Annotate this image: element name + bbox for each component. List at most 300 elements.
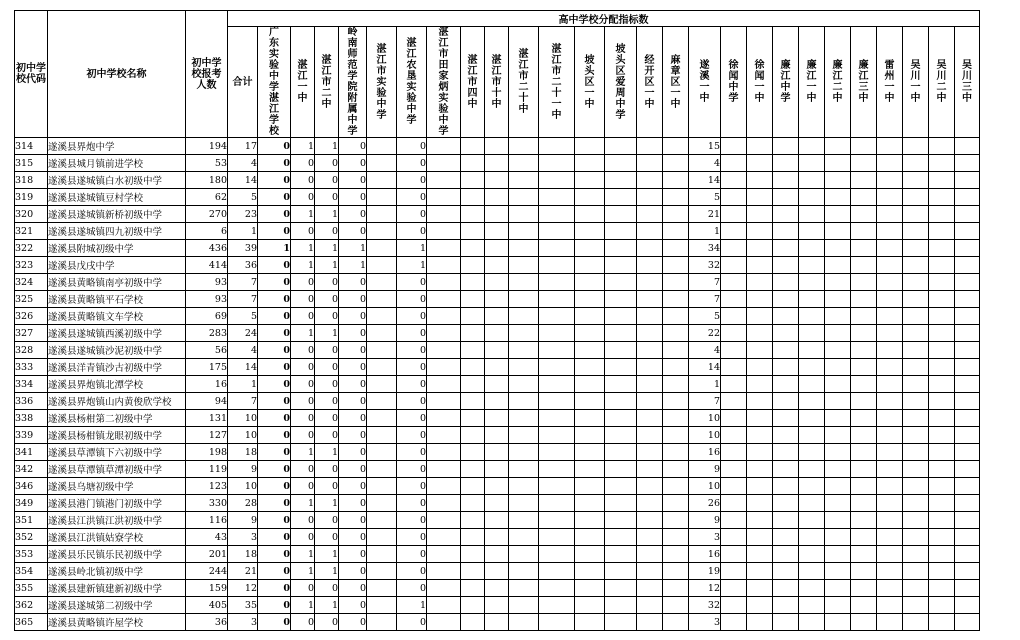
cell-empty: [877, 563, 903, 580]
cell-s20: [509, 546, 539, 563]
table-row: [15, 138, 980, 155]
cell-tjb: [427, 189, 461, 206]
cell-empty: [747, 529, 773, 546]
cell-empty: [747, 546, 773, 563]
cell-tjb: [427, 512, 461, 529]
cell-count: 414: [186, 257, 228, 274]
cell-ln: 0: [339, 274, 367, 291]
cell-azh: [605, 529, 637, 546]
cell-name: 遂溪县黄略镇文车学校: [48, 308, 186, 325]
cell-zj1: 0: [291, 376, 315, 393]
cell-empty: [903, 223, 929, 240]
cell-zj2: 1: [315, 495, 339, 512]
cell-code: 315: [15, 155, 48, 172]
cell-nk: 0: [397, 529, 427, 546]
cell-empty: [825, 495, 851, 512]
cell-empty: [851, 189, 877, 206]
cell-sx1: 7: [689, 291, 721, 308]
cell-sy: [367, 478, 397, 495]
cell-empty: [773, 512, 799, 529]
cell-tjb: [427, 410, 461, 427]
cell-name: 遂溪县建新镇建新初级中学: [48, 580, 186, 597]
cell-total: 3: [228, 614, 258, 631]
cell-empty: [773, 376, 799, 393]
cell-sy: [367, 444, 397, 461]
cell-s21: [539, 342, 575, 359]
cell-empty: [825, 580, 851, 597]
cell-mz1: [663, 138, 689, 155]
cell-pt1: [575, 172, 605, 189]
cell-jk1: [637, 546, 663, 563]
cell-s10: [485, 359, 509, 376]
cell-empty: [851, 359, 877, 376]
cell-s20: [509, 478, 539, 495]
cell-s20: [509, 359, 539, 376]
cell-code: 333: [15, 359, 48, 376]
cell-code: 341: [15, 444, 48, 461]
cell-code: 338: [15, 410, 48, 427]
cell-s21: [539, 274, 575, 291]
cell-pt1: [575, 461, 605, 478]
cell-empty: [747, 478, 773, 495]
cell-code: 352: [15, 529, 48, 546]
cell-ln: 0: [339, 597, 367, 614]
cell-empty: [851, 138, 877, 155]
cell-name: 遂溪县乌塘初级中学: [48, 478, 186, 495]
cell-total: 9: [228, 461, 258, 478]
cell-nk: 0: [397, 223, 427, 240]
cell-sy: [367, 410, 397, 427]
table-row: [15, 155, 980, 172]
cell-name: 遂溪县黄略镇平石学校: [48, 291, 186, 308]
cell-sy: [367, 546, 397, 563]
cell-pt1: [575, 529, 605, 546]
cell-mz1: [663, 240, 689, 257]
cell-ln: 0: [339, 308, 367, 325]
cell-empty: [747, 291, 773, 308]
cell-empty: [825, 512, 851, 529]
cell-sx1: 15: [689, 138, 721, 155]
cell-pt1: [575, 427, 605, 444]
cell-name: 遂溪县黄略镇南亭初级中学: [48, 274, 186, 291]
cell-ln: 0: [339, 410, 367, 427]
cell-s4: [461, 325, 485, 342]
cell-empty: [825, 325, 851, 342]
cell-nk: 0: [397, 291, 427, 308]
cell-sx1: 16: [689, 546, 721, 563]
cell-empty: [747, 580, 773, 597]
cell-empty: [851, 240, 877, 257]
cell-azh: [605, 461, 637, 478]
cell-pt1: [575, 342, 605, 359]
cell-zj1: 1: [291, 546, 315, 563]
cell-zj2: 1: [315, 325, 339, 342]
cell-zj1: 0: [291, 393, 315, 410]
cell-s10: [485, 580, 509, 597]
cell-gdsy: 0: [258, 597, 291, 614]
cell-nk: 1: [397, 257, 427, 274]
cell-sy: [367, 257, 397, 274]
cell-mz1: [663, 291, 689, 308]
cell-empty: [721, 291, 747, 308]
cell-empty: [929, 274, 955, 291]
cell-azh: [605, 427, 637, 444]
cell-sx1: 10: [689, 410, 721, 427]
cell-count: 6: [186, 223, 228, 240]
cell-ln: 0: [339, 461, 367, 478]
cell-mz1: [663, 189, 689, 206]
cell-s21: [539, 325, 575, 342]
cell-s4: [461, 529, 485, 546]
cell-empty: [929, 393, 955, 410]
cell-empty: [825, 257, 851, 274]
cell-s10: [485, 376, 509, 393]
cell-count: 16: [186, 376, 228, 393]
cell-empty: [799, 478, 825, 495]
cell-zj2: 0: [315, 189, 339, 206]
header-alloc-label: 湛江农垦实验中学: [406, 38, 417, 126]
cell-s4: [461, 240, 485, 257]
cell-s4: [461, 376, 485, 393]
cell-count: 159: [186, 580, 228, 597]
cell-tjb: [427, 308, 461, 325]
cell-jk1: [637, 359, 663, 376]
cell-zj2: 1: [315, 546, 339, 563]
cell-tjb: [427, 325, 461, 342]
cell-s20: [509, 427, 539, 444]
cell-s21: [539, 444, 575, 461]
cell-empty: [877, 206, 903, 223]
table-row: [15, 563, 980, 580]
cell-nk: 0: [397, 444, 427, 461]
cell-empty: [877, 444, 903, 461]
cell-empty: [929, 461, 955, 478]
cell-zj1: 0: [291, 291, 315, 308]
cell-jk1: [637, 495, 663, 512]
cell-zj2: 0: [315, 376, 339, 393]
cell-empty: [799, 529, 825, 546]
cell-empty: [851, 529, 877, 546]
cell-empty: [929, 563, 955, 580]
cell-zj1: 1: [291, 257, 315, 274]
cell-empty: [721, 563, 747, 580]
cell-gdsy: 0: [258, 138, 291, 155]
cell-empty: [721, 325, 747, 342]
cell-mz1: [663, 393, 689, 410]
cell-total: 3: [228, 529, 258, 546]
cell-zj2: 0: [315, 410, 339, 427]
cell-empty: [903, 206, 929, 223]
cell-gdsy: 0: [258, 206, 291, 223]
cell-tjb: [427, 155, 461, 172]
cell-azh: [605, 614, 637, 631]
cell-nk: 0: [397, 512, 427, 529]
cell-sy: [367, 563, 397, 580]
cell-empty: [903, 427, 929, 444]
cell-s4: [461, 461, 485, 478]
cell-empty: [929, 444, 955, 461]
cell-azh: [605, 291, 637, 308]
cell-empty: [877, 257, 903, 274]
cell-azh: [605, 376, 637, 393]
header-alloc-label: 麻章区一中: [670, 54, 681, 110]
cell-pt1: [575, 274, 605, 291]
cell-code: 353: [15, 546, 48, 563]
cell-zj1: 0: [291, 580, 315, 597]
cell-jk1: [637, 580, 663, 597]
cell-sx1: 14: [689, 359, 721, 376]
cell-empty: [877, 172, 903, 189]
cell-code: 320: [15, 206, 48, 223]
cell-mz1: [663, 563, 689, 580]
cell-gdsy: 0: [258, 274, 291, 291]
cell-ln: 0: [339, 512, 367, 529]
cell-ln: 0: [339, 444, 367, 461]
table-row: [15, 206, 980, 223]
cell-empty: [825, 308, 851, 325]
cell-sx1: 7: [689, 393, 721, 410]
cell-zj1: 0: [291, 478, 315, 495]
table-row: [15, 257, 980, 274]
cell-count: 175: [186, 359, 228, 376]
cell-empty: [773, 189, 799, 206]
header-alloc-label: 吴川一中: [910, 60, 921, 104]
cell-zj2: 0: [315, 393, 339, 410]
cell-total: 4: [228, 155, 258, 172]
header-alloc-col: [799, 27, 825, 138]
cell-gdsy: 0: [258, 512, 291, 529]
table-row: [15, 529, 980, 546]
cell-empty: [825, 563, 851, 580]
cell-s20: [509, 529, 539, 546]
cell-empty: [903, 478, 929, 495]
cell-zj2: 1: [315, 444, 339, 461]
cell-code: 324: [15, 274, 48, 291]
cell-empty: [903, 393, 929, 410]
cell-sx1: 12: [689, 580, 721, 597]
cell-empty: [877, 223, 903, 240]
header-alloc-col: [339, 27, 367, 138]
cell-s21: [539, 512, 575, 529]
header-alloc-col: [877, 27, 903, 138]
header-alloc-col: [427, 27, 461, 138]
cell-empty: [955, 342, 980, 359]
cell-empty: [773, 495, 799, 512]
header-alloc-col: [367, 27, 397, 138]
cell-mz1: [663, 495, 689, 512]
cell-empty: [877, 597, 903, 614]
cell-s21: [539, 410, 575, 427]
cell-jk1: [637, 325, 663, 342]
cell-empty: [851, 597, 877, 614]
cell-ln: 1: [339, 257, 367, 274]
cell-count: 56: [186, 342, 228, 359]
cell-s20: [509, 495, 539, 512]
cell-empty: [851, 172, 877, 189]
cell-s4: [461, 563, 485, 580]
header-alloc-col: [773, 27, 799, 138]
cell-zj1: 1: [291, 240, 315, 257]
cell-empty: [877, 410, 903, 427]
cell-empty: [929, 257, 955, 274]
cell-pt1: [575, 546, 605, 563]
cell-pt1: [575, 308, 605, 325]
cell-empty: [825, 546, 851, 563]
cell-azh: [605, 580, 637, 597]
cell-jk1: [637, 240, 663, 257]
cell-empty: [903, 563, 929, 580]
cell-s20: [509, 461, 539, 478]
cell-sx1: 32: [689, 597, 721, 614]
cell-gdsy: 0: [258, 342, 291, 359]
table-row: [15, 172, 980, 189]
cell-name: 遂溪县附城初级中学: [48, 240, 186, 257]
cell-s4: [461, 274, 485, 291]
cell-empty: [929, 376, 955, 393]
cell-empty: [877, 529, 903, 546]
cell-empty: [747, 189, 773, 206]
cell-mz1: [663, 580, 689, 597]
cell-total: 1: [228, 223, 258, 240]
cell-sy: [367, 308, 397, 325]
header-alloc-col: [397, 27, 427, 138]
cell-empty: [747, 614, 773, 631]
cell-empty: [929, 342, 955, 359]
cell-nk: 0: [397, 359, 427, 376]
cell-nk: 0: [397, 393, 427, 410]
cell-code: 346: [15, 478, 48, 495]
cell-empty: [955, 546, 980, 563]
cell-s10: [485, 172, 509, 189]
cell-s10: [485, 614, 509, 631]
cell-s21: [539, 393, 575, 410]
cell-zj1: 0: [291, 308, 315, 325]
cell-s10: [485, 410, 509, 427]
cell-empty: [955, 274, 980, 291]
cell-empty: [955, 376, 980, 393]
cell-nk: 0: [397, 206, 427, 223]
cell-s20: [509, 580, 539, 597]
cell-empty: [955, 529, 980, 546]
cell-s4: [461, 223, 485, 240]
cell-empty: [799, 393, 825, 410]
cell-name: 遂溪县遂城镇西溪初级中学: [48, 325, 186, 342]
cell-total: 7: [228, 274, 258, 291]
header-alloc-label: 湛江市实验中学: [376, 43, 387, 121]
cell-s21: [539, 597, 575, 614]
cell-empty: [799, 546, 825, 563]
cell-s21: [539, 291, 575, 308]
cell-pt1: [575, 563, 605, 580]
cell-azh: [605, 223, 637, 240]
cell-nk: 0: [397, 325, 427, 342]
cell-pt1: [575, 223, 605, 240]
cell-mz1: [663, 308, 689, 325]
cell-empty: [721, 529, 747, 546]
cell-zj1: 1: [291, 325, 315, 342]
cell-empty: [851, 325, 877, 342]
cell-s21: [539, 376, 575, 393]
cell-jk1: [637, 172, 663, 189]
cell-name: 遂溪县草潭镇下六初级中学: [48, 444, 186, 461]
cell-jk1: [637, 410, 663, 427]
cell-count: 62: [186, 189, 228, 206]
header-alloc-label: 湛江市二中: [321, 54, 332, 110]
cell-name: 遂溪县草潭镇草潭初级中学: [48, 461, 186, 478]
cell-empty: [955, 512, 980, 529]
cell-jk1: [637, 512, 663, 529]
cell-empty: [851, 563, 877, 580]
cell-total: 5: [228, 189, 258, 206]
cell-name: 遂溪县遂城镇四九初级中学: [48, 223, 186, 240]
header-alloc-label: 坡头区一中: [584, 54, 595, 110]
cell-empty: [747, 325, 773, 342]
cell-total: 35: [228, 597, 258, 614]
cell-name: 遂溪县江洪镇姑寮学校: [48, 529, 186, 546]
cell-azh: [605, 274, 637, 291]
cell-sy: [367, 529, 397, 546]
cell-azh: [605, 240, 637, 257]
cell-s21: [539, 138, 575, 155]
cell-sy: [367, 155, 397, 172]
cell-code: 334: [15, 376, 48, 393]
cell-empty: [903, 308, 929, 325]
cell-zj1: 0: [291, 223, 315, 240]
cell-empty: [851, 427, 877, 444]
cell-empty: [747, 563, 773, 580]
cell-jk1: [637, 308, 663, 325]
cell-empty: [851, 512, 877, 529]
cell-empty: [929, 291, 955, 308]
cell-s21: [539, 478, 575, 495]
cell-empty: [903, 274, 929, 291]
cell-nk: 0: [397, 189, 427, 206]
header-alloc-label: 坡头区爱周中学: [615, 43, 626, 121]
cell-empty: [877, 274, 903, 291]
cell-s10: [485, 529, 509, 546]
cell-azh: [605, 138, 637, 155]
cell-empty: [877, 614, 903, 631]
cell-empty: [903, 342, 929, 359]
cell-s10: [485, 240, 509, 257]
cell-empty: [955, 444, 980, 461]
header-alloc-col: [747, 27, 773, 138]
cell-tjb: [427, 257, 461, 274]
cell-empty: [721, 274, 747, 291]
cell-zj1: 0: [291, 614, 315, 631]
cell-empty: [721, 444, 747, 461]
cell-s21: [539, 427, 575, 444]
cell-code: 327: [15, 325, 48, 342]
cell-s20: [509, 376, 539, 393]
cell-azh: [605, 546, 637, 563]
cell-sx1: 3: [689, 529, 721, 546]
cell-count: 127: [186, 427, 228, 444]
cell-sy: [367, 342, 397, 359]
cell-empty: [877, 155, 903, 172]
cell-empty: [877, 478, 903, 495]
cell-empty: [955, 563, 980, 580]
cell-sx1: 1: [689, 376, 721, 393]
cell-zj2: 1: [315, 138, 339, 155]
cell-empty: [929, 512, 955, 529]
cell-empty: [851, 274, 877, 291]
cell-s10: [485, 189, 509, 206]
cell-s20: [509, 308, 539, 325]
cell-azh: [605, 393, 637, 410]
table-row: [15, 444, 980, 461]
cell-empty: [903, 172, 929, 189]
